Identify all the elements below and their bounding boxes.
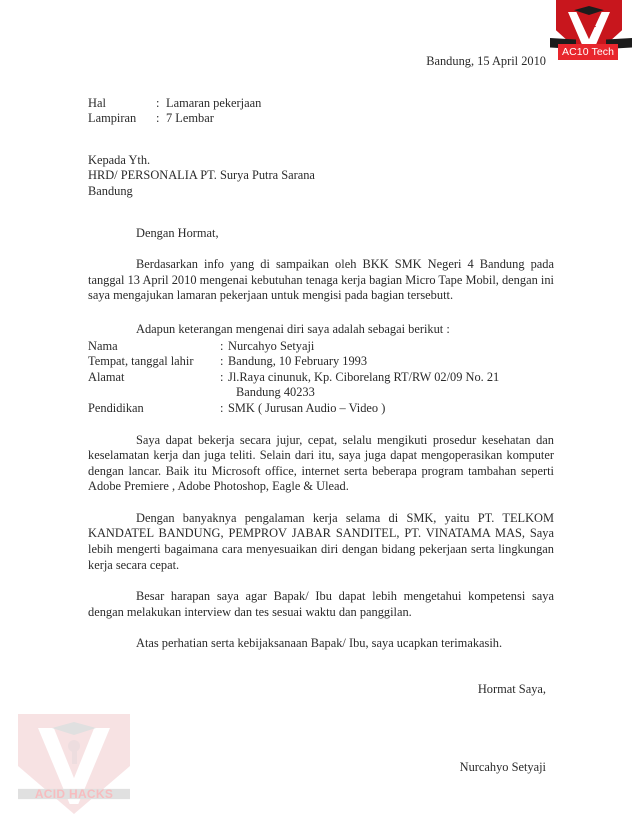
bio-value-pendidikan: SMK ( Jurusan Audio – Video ) — [228, 400, 386, 415]
attachment-label: Lampiran — [88, 111, 137, 126]
bio-lead-text: Adapun keterangan mengenai diri saya adalah sebagai berikut : — [136, 321, 450, 336]
bio-label-pendidikan: Pendidikan — [88, 400, 144, 415]
recipient-line-2: HRD/ PERSONALIA PT. Surya Putra Sarana — [88, 168, 315, 183]
attachment-value: 7 Lembar — [166, 111, 214, 126]
recipient-block — [88, 153, 554, 200]
bio-value-nama: Nurcahyo Setyaji — [228, 338, 315, 353]
recipient-line-1: Kepada Yth. — [88, 152, 151, 167]
subject-value: Lamaran pekerjaan — [166, 95, 262, 110]
attachment-colon: : — [156, 111, 160, 126]
paragraph-request: Besar harapan saya agar Bapak/ Ibu dapat lebih mengetahui kompetensi saya dengan melakukan interview dan tes sesuai waktu dan panggilan. — [88, 589, 554, 619]
table-row — [88, 370, 554, 386]
meta-row-attachment — [88, 111, 554, 127]
table-row — [88, 354, 554, 370]
recipient-line-3: Bandung — [88, 183, 133, 198]
subject-label: Hal — [88, 95, 106, 110]
bio-colon: : — [220, 400, 224, 415]
keyhole-stem-icon — [72, 750, 77, 764]
bio-label-nama: Nama — [88, 338, 118, 353]
bio-colon: : — [220, 354, 224, 369]
subject-colon: : — [156, 95, 160, 110]
bio-colon: : — [220, 338, 224, 353]
meta-row-subject — [88, 96, 554, 112]
bio-label-tempat-tanggal-lahir: Tempat, tanggal lahir — [88, 354, 194, 369]
table-row — [88, 401, 554, 417]
bio-value-alamat: Jl.Raya cinunuk, Kp. Ciborelang RT/RW 02/09 No. 21 — [228, 369, 500, 384]
dateline: Bandung, 15 April 2010 — [426, 54, 546, 68]
salutation: Dengan Hormat, — [136, 225, 219, 240]
paragraph-thanks: Atas perhatian serta kebijaksanaan Bapak/ Ibu, saya ucapkan terimakasih. — [136, 636, 503, 651]
bio-colon: : — [220, 369, 224, 384]
watermark-brand-label: ACID HACKS — [34, 787, 114, 801]
paragraph-skills: Saya dapat bekerja secara jujur, cepat, selalu mengikuti prosedur kesehatan dan keselamatan kerja dan juga teliti. Selain dari itu, saya juga dapat mengoperasikan komputer dengan lancar. Baik itu Microsoft office, internet serta beberapa program tambahan seperti Adobe Premiere , Adobe Photoshop, Eagle & Ulead. — [88, 432, 554, 494]
closing-salutation: Hormat Saya, — [477, 682, 546, 697]
personal-data-table — [88, 339, 554, 417]
paragraph-intro: Berdasarkan info yang di sampaikan oleh BKK SMK Negeri 4 Bandung pada tanggal 13 April 2010 mengenai kebutuhan tenaga kerja bagian Micro Tape Mobil, dengan ini saya mengajukan lamaran pekerjaan untuk mengisi pada bagian tersebutt. — [88, 257, 554, 303]
paragraph-experience: Dengan banyaknya pengalaman kerja selama di SMK, yaitu PT. TELKOM KANDATEL BANDUNG, PEMPROV JABAR SANDITEL, PT. VINATAMA MAS, Saya lebih mengerti bagaimana cara menyesuaikan diri dengan bidang pekerjaan serta lingkungan kerja secara cepat. — [88, 510, 554, 572]
logo-brand-label: AC10 Tech — [558, 44, 618, 60]
letter-body — [88, 0, 554, 775]
logo-monogram: A — [583, 12, 597, 31]
table-row — [88, 339, 554, 355]
bio-label-alamat: Alamat — [88, 369, 125, 384]
signature-name: Nurcahyo Setyaji — [459, 759, 546, 774]
bio-value-tempat-tanggal-lahir: Bandung, 10 February 1993 — [228, 354, 368, 369]
bio-value-alamat-continuation: Bandung 40233 — [236, 385, 315, 400]
letter-meta — [88, 96, 554, 127]
ac10-tech-logo — [548, 0, 634, 70]
